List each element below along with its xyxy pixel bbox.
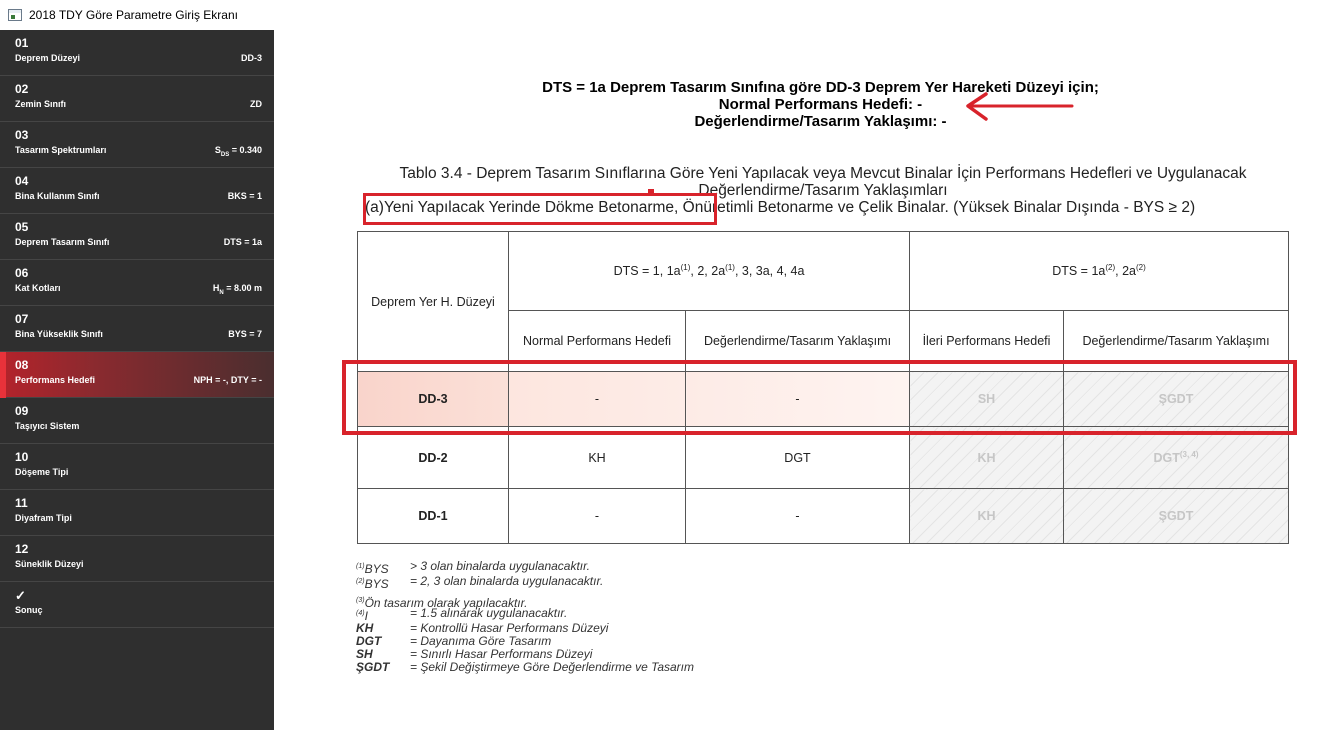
cell-dd1-dty2: ŞGDT (1064, 489, 1289, 544)
sidebar-step-07[interactable] (0, 306, 274, 352)
step-value: $S_{DS} = 0.340$ (214, 145, 262, 158)
result-header (274, 79, 1319, 130)
step-label: Sonuç (15, 605, 43, 615)
step-value: DD-3 (240, 53, 262, 63)
cell-dd1-nph: - (509, 489, 686, 544)
step-value: ZD (250, 99, 262, 109)
cell-dd2-dty: DGT (686, 427, 910, 489)
col-header-dty: Değerlendirme/Tasarım Yaklaşımı (686, 311, 910, 372)
row-level-dd3: DD-3 (358, 372, 509, 427)
step-number: 09 (15, 404, 29, 418)
row-header-cell: Deprem Yer H. Düzeyi (358, 232, 509, 372)
cell-dd2-nph: KH (509, 427, 686, 489)
step-sidebar (0, 30, 274, 730)
sidebar-step-08[interactable] (0, 352, 274, 398)
step-label: Bina Yükseklik Sınıfı (15, 329, 103, 339)
step-number: 05 (15, 220, 29, 234)
col-header-nph: Normal Performans Hedefi (509, 311, 686, 372)
annotation-box-subtitle (363, 193, 717, 225)
step-label: Diyafram Tipi (15, 513, 72, 523)
step-label: Taşıyıcı Sistem (15, 421, 80, 431)
step-number: 03 (15, 128, 29, 142)
step-value: BKS = 1 (227, 191, 262, 201)
annotation-dot (648, 189, 654, 195)
cell-dd1-dty: - (686, 489, 910, 544)
step-number: 08 (15, 358, 29, 372)
sidebar-step-04[interactable] (0, 168, 274, 214)
step-label: Performans Hedefi (15, 375, 96, 385)
step-label: Tasarım Spektrumları (15, 145, 107, 155)
step-number: 11 (15, 496, 28, 510)
sidebar-step-09[interactable] (0, 398, 274, 444)
sidebar-step-11[interactable] (0, 490, 274, 536)
step-value: BYS = 7 (228, 329, 262, 339)
sidebar-step-12[interactable] (0, 536, 274, 582)
cell-dd3-nph: - (509, 372, 686, 427)
annotation-box-dd3-row (342, 360, 1297, 435)
sidebar-step-02[interactable] (0, 76, 274, 122)
step-number: 10 (15, 450, 29, 464)
row-level-dd1: DD-1 (358, 489, 509, 544)
step-label: Döşeme Tipi (15, 467, 69, 477)
window-title: 2018 TDY Göre Parametre Giriş Ekranı (29, 8, 238, 22)
step-value: DTS = 1a (223, 237, 262, 247)
cell-dd3-dty: - (686, 372, 910, 427)
group-header-dts-1a: DTS = $1a^{(2)}$, $2a^{(2)}$ (910, 232, 1289, 311)
step-label: Deprem Tasarım Sınıfı (15, 237, 110, 247)
step-label: Deprem Düzeyi (15, 53, 81, 63)
sidebar-step-result[interactable] (0, 582, 274, 628)
step-number: 12 (15, 542, 29, 556)
sidebar-step-05[interactable] (0, 214, 274, 260)
window-titlebar (0, 0, 1319, 30)
step-value: $H_N = 8.00$ m (212, 283, 262, 296)
table-subtitle: (a)Yeni Yapılacak Yerinde Dökme Betonarme, Önüretimli Betonarme ve Çelik Binalar. (Yüksek Binalar Dışında - BYS ≥ 2) (365, 199, 1196, 216)
sidebar-step-10[interactable] (0, 444, 274, 490)
step-number: 01 (15, 36, 29, 50)
row-level-dd2: DD-2 (358, 427, 509, 489)
table-row (358, 489, 1289, 544)
sidebar-step-06[interactable] (0, 260, 274, 306)
check-icon: ✓ (15, 588, 26, 603)
group-header-dts-1: DTS = 1, $1a^{(1)}$, 2, $2a^{(1)}$, 3, 3a, 4, 4a (509, 232, 910, 311)
app-icon (8, 9, 22, 21)
step-value: NPH = -, DTY = - (193, 375, 262, 385)
step-number: 04 (15, 174, 29, 188)
sidebar-step-03[interactable] (0, 122, 274, 168)
cell-dd2-dty2: DGT$^{(3, 4)}$ (1064, 427, 1289, 489)
header-line-1: DTS = 1a Deprem Tasarım Sınıfına göre DD-3 Deprem Yer Hareketi Düzeyi için; (542, 79, 1099, 96)
header-line-2: Normal Performans Hedefi: - (718, 96, 923, 113)
table-title: Tablo 3.4 - Deprem Tasarım Sınıflarına Göre Yeni Yapılacak veya Mevcut Binalar İçin Performans Hedefleri ve Uygulanacak Değerlendirme/Tasarım Yaklaşımları (399, 165, 1247, 199)
arrow-left-icon (960, 92, 1076, 122)
cell-dd1-iph: KH (910, 489, 1064, 544)
step-number: 06 (15, 266, 29, 280)
header-line-3: Değerlendirme/Tasarım Yaklaşımı: - (694, 113, 947, 130)
step-number: 02 (15, 82, 29, 96)
col-header-dty-2: Değerlendirme/Tasarım Yaklaşımı (1064, 311, 1289, 372)
main-content: DTS = 1a Deprem Tasarım Sınıfına göre DD-3 Deprem Yer Hareketi Düzeyi için; Normal Performans Hedefi: - Değerlendirme/Tasarım Yaklaşımı: - Tablo 3.4 - Deprem Tasarım Sınıflarına Göre Yeni Yapılacak veya Mevcut Binalar İçin Performans Hedefleri ve Uygulanacak Değerlendirme/Tasarım Yaklaşımları (a)Yeni Yapılacak Yerinde Dökme Betonarme, Önüretimli Betonarme ve Çelik Binalar. (Yüksek Binalar Dışında - BYS ≥ 2) Deprem Yer H. Düzeyi DTS = 1, $1a^{(1)}$, 2, $2a^{(1)}$, 3, 3a, 4, 4a DTS = $1a^{(2)}$, $2a^{(2)}$ Normal Performans Hedefi Değerlendirme/Tasarım Yaklaşımı İleri Performans Hedefi Değerlendirme/Tasarım Yaklaşımı DD-3 - - SH ŞGDT DD-2 KH DGT KH DGT$^{(3, 4)}$ DD-1 - - KH ŞGDT $^{(1)}$BYS > 3 olan binalarda uygulanacaktır. $^{(2)}$BYS = 2, 3 olan binalarda uygulanacaktır. $^{(3)}$Ön tasarım olarak yapılacaktır. $^{(4)}$I = 1.5 alınarak uygulanacaktır. KH = Kontrollü Hasar Performans Düzeyi DGT = Dayanıma Göre Tasarım SH = Sınırlı Hasar Performans Düzeyi ŞGDT = Şekil Değiştirmeye Göre Değerlendirme ve Tasarım (274, 30, 1319, 730)
step-number: 07 (15, 312, 29, 326)
col-header-iph: İleri Performans Hedefi (910, 311, 1064, 372)
step-label: Kat Kotları (15, 283, 61, 293)
step-label: Süneklik Düzeyi (15, 559, 84, 569)
step-label: Bina Kullanım Sınıfı (15, 191, 100, 201)
table-row (358, 427, 1289, 489)
cell-dd3-iph: SH (910, 372, 1064, 427)
cell-dd3-dty2: ŞGDT (1064, 372, 1289, 427)
cell-dd2-iph: KH (910, 427, 1064, 489)
step-label: Zemin Sınıfı (15, 99, 67, 109)
sidebar-step-01[interactable] (0, 30, 274, 76)
